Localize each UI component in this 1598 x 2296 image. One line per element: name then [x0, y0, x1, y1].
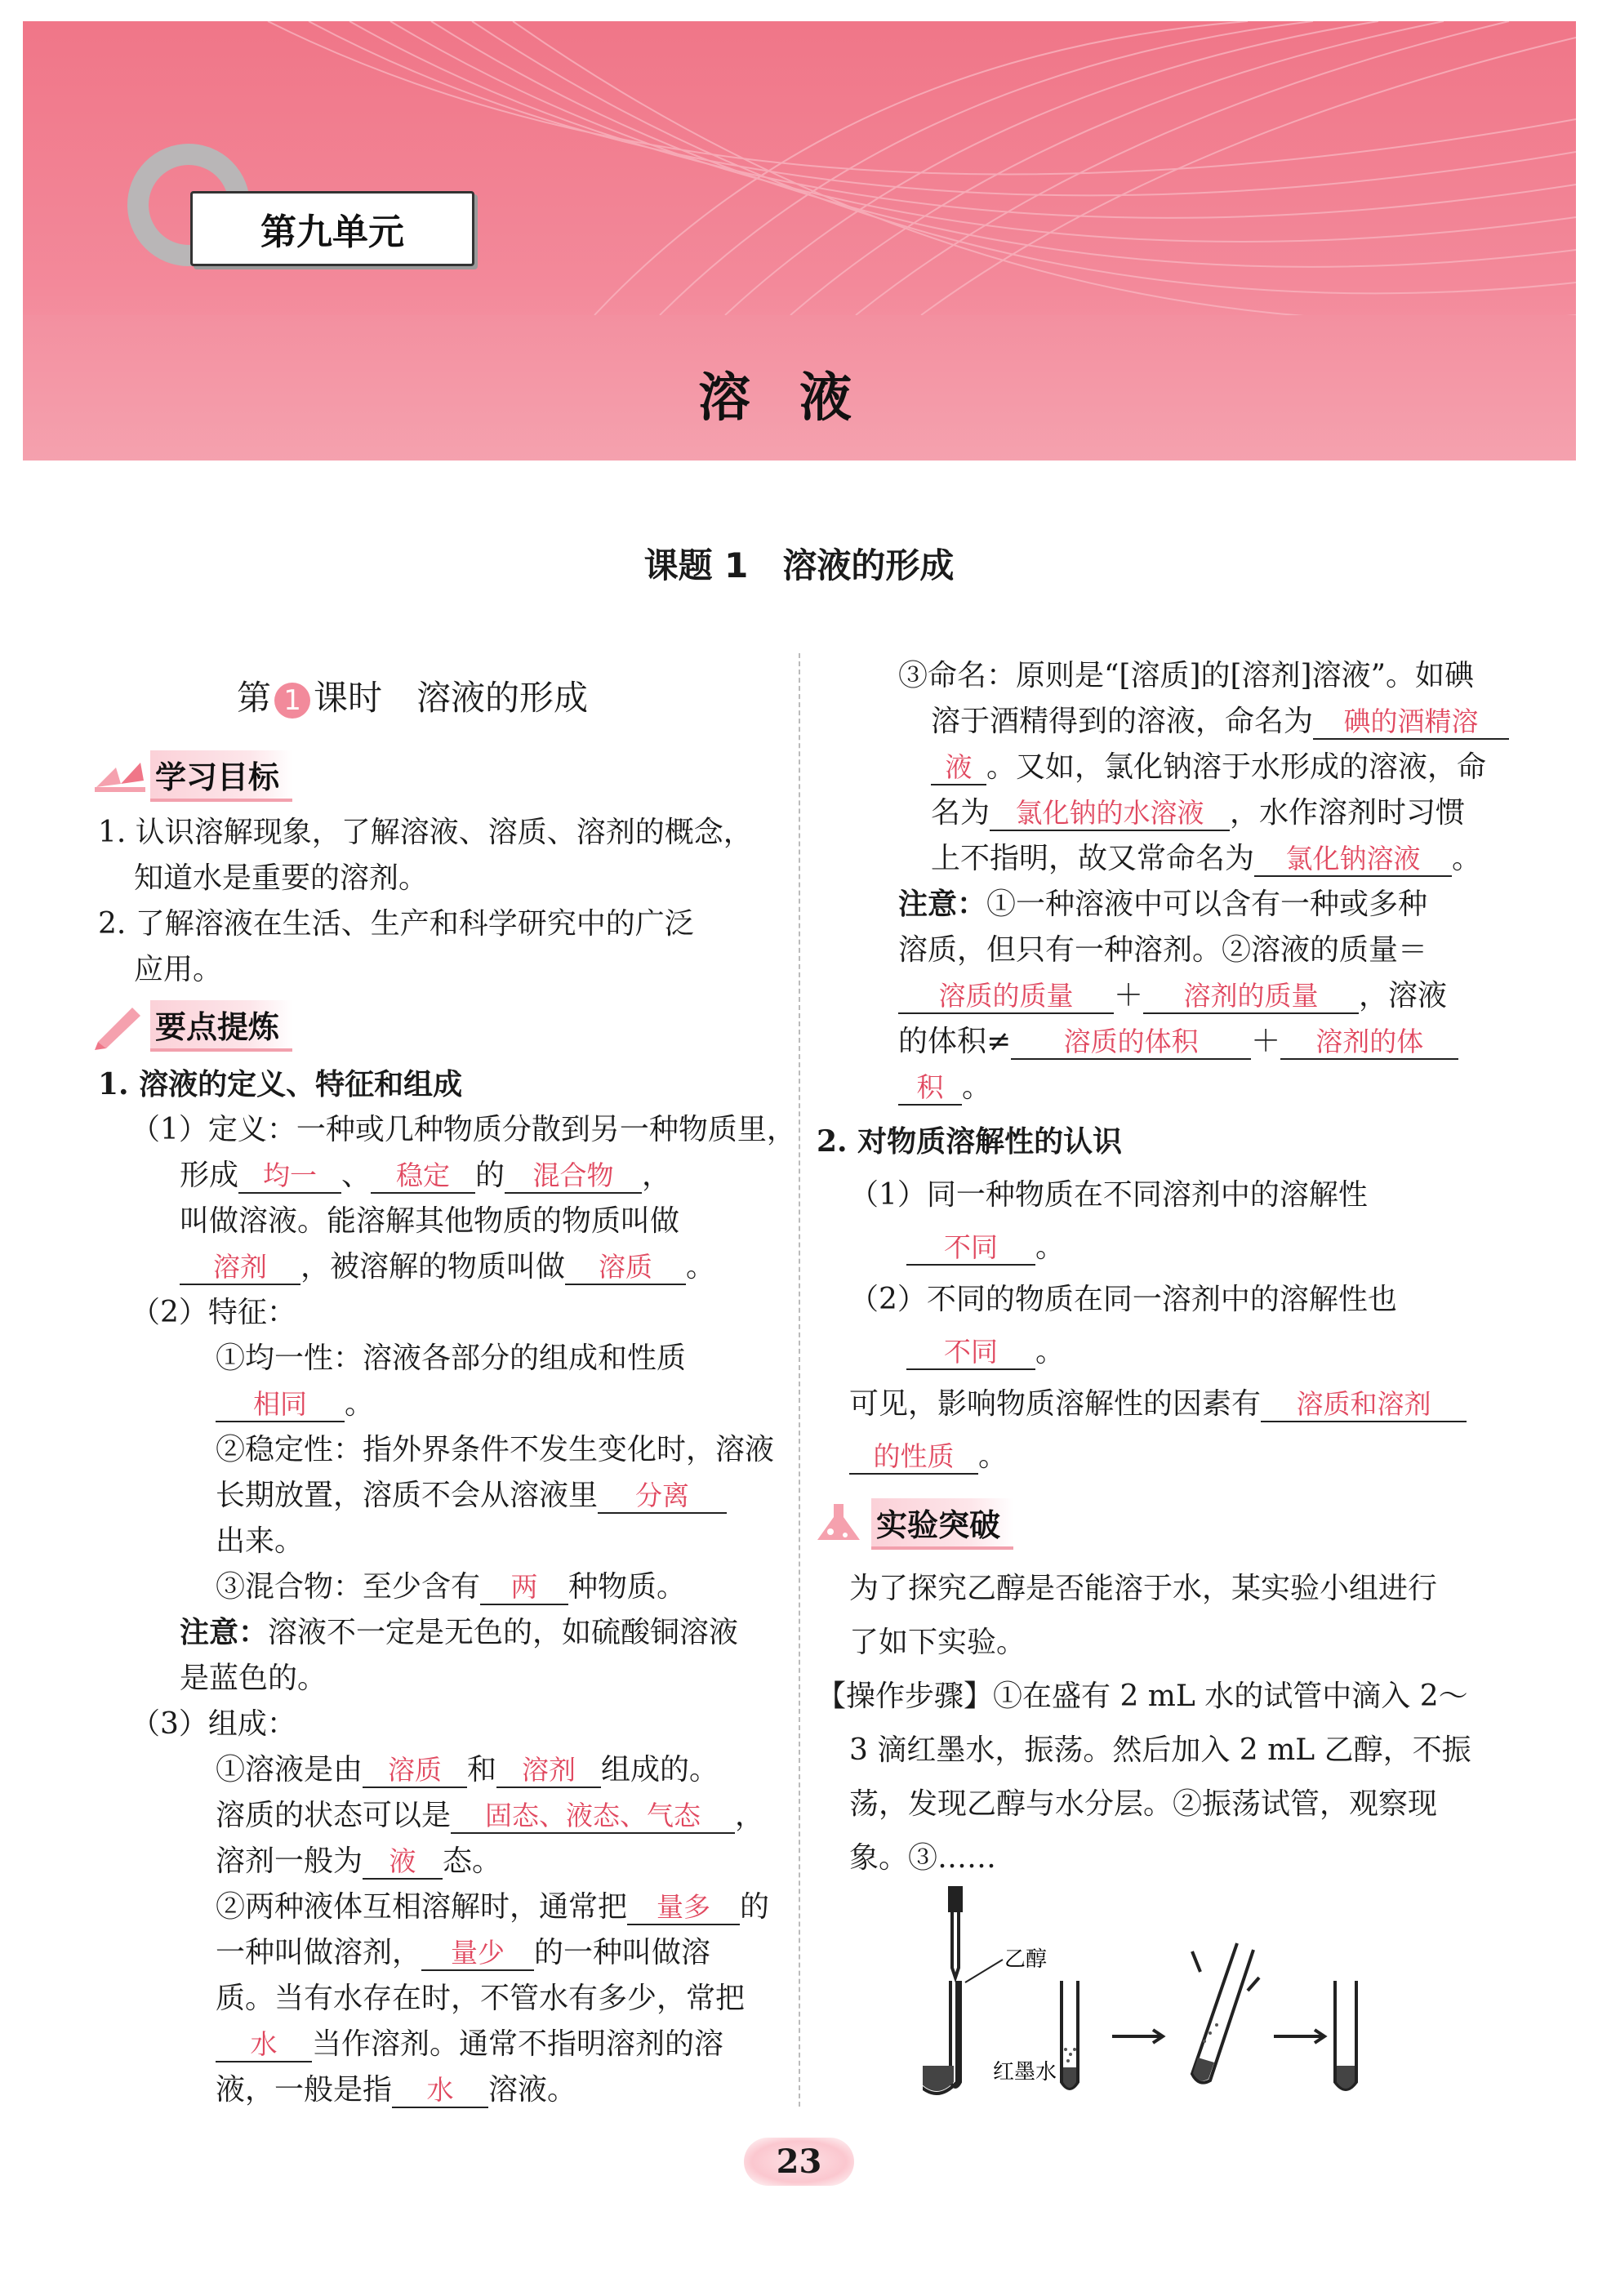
- flask-icon: [812, 1499, 871, 1548]
- answer-separate: 分离: [598, 1479, 727, 1514]
- page-number: [0, 2138, 1598, 2186]
- period-name: 溶液的形成: [416, 678, 589, 718]
- section-goals-label: 学习目标: [150, 750, 292, 802]
- text: 。: [1035, 1230, 1066, 1264]
- text: 溶液。: [488, 2073, 577, 2107]
- text: ①一种溶液中可以含有一种或多种: [986, 888, 1428, 921]
- answer-solvent-vol-1: 溶剂的体: [1280, 1026, 1458, 1060]
- text: 溶于酒精得到的溶液，命名为: [931, 705, 1314, 738]
- text: 。: [1035, 1335, 1066, 1368]
- answer-solute-2: 溶质: [363, 1754, 467, 1788]
- answer-solvent-vol-2: 积: [898, 1071, 962, 1106]
- kp-heading-2: 2. 对物质溶解性的认识: [817, 1124, 1123, 1159]
- note-label: 注意：: [180, 1616, 269, 1649]
- solubility-2: （2）不同的物质在同一溶剂中的溶解性也: [849, 1283, 1397, 1316]
- answer-less: 量少: [421, 1937, 534, 1971]
- answer-factor-2: 的性质: [849, 1440, 978, 1475]
- solubility-1b: [906, 1230, 1065, 1266]
- answer-water-2: 水: [392, 2074, 488, 2108]
- comp-6: 质。当有水存在时，不管水有多少，常把: [216, 1982, 746, 2015]
- exp-2: 了如下实验。: [849, 1626, 1026, 1659]
- period-number: 1: [274, 683, 310, 719]
- answer-different-2: 不同: [906, 1336, 1035, 1370]
- comp-2: [216, 1798, 764, 1834]
- answer-nacl: 氯化钠溶液: [1254, 843, 1452, 877]
- unit-badge: 第九单元: [190, 191, 474, 266]
- note-2c: [898, 978, 1447, 1014]
- feature-heading: （2）特征：: [131, 1296, 296, 1329]
- column-divider: [799, 653, 800, 2107]
- text: ，水作溶剂时习惯: [1230, 796, 1466, 830]
- goal-2b: 应用。: [134, 953, 223, 986]
- text: 。: [1452, 842, 1482, 875]
- text: 溶剂一般为: [216, 1844, 363, 1878]
- feature-3: [216, 1569, 686, 1605]
- note-2e: [898, 1070, 991, 1106]
- note-1: [180, 1615, 738, 1651]
- text: ②两种液体互相溶解时，通常把: [216, 1890, 628, 1924]
- answer-different-1: 不同: [906, 1231, 1035, 1266]
- text: 。: [962, 1070, 992, 1104]
- text: 。: [686, 1250, 716, 1284]
- text: 一种叫做溶剂，: [216, 1936, 422, 1969]
- text: 名为: [931, 796, 990, 830]
- answer-stable: 稳定: [371, 1159, 475, 1194]
- text: 态。: [443, 1844, 502, 1878]
- feature-2: ②稳定性：指外界条件不发生变化时，溶液: [216, 1433, 775, 1466]
- answer-solvent-1: 溶剂: [180, 1251, 300, 1285]
- answer-iodine-1: 碘的酒精溶: [1313, 705, 1509, 740]
- kp-heading-1: 1. 溶液的定义、特征和组成: [98, 1067, 463, 1101]
- answer-solvent-2: 溶剂: [496, 1754, 601, 1788]
- naming-3: [931, 750, 1486, 785]
- text: ③混合物：至少含有: [216, 1570, 481, 1604]
- period-prefix: 第: [237, 678, 272, 718]
- text: 。又如，氯化钠溶于水形成的溶液，命: [986, 750, 1487, 784]
- answer-more: 量多: [627, 1891, 740, 1925]
- solubility-3: [849, 1386, 1467, 1422]
- exp-5: 荡，发现乙醇与水分层。②振荡试管，观察现: [849, 1787, 1438, 1821]
- period-heading: [237, 671, 588, 720]
- section-experiment-label: 实验突破: [871, 1498, 1013, 1550]
- answer-factor-1: 溶质和溶剂: [1261, 1388, 1467, 1422]
- feature-1b: [216, 1386, 374, 1422]
- section-keypoints-label: 要点提炼: [150, 1000, 292, 1052]
- feature-1: ①均一性：溶液各部分的组成和性质: [216, 1342, 687, 1375]
- def-line-1: （1）定义：一种或几种物质分散到另一种物质里，: [131, 1113, 796, 1146]
- exp-1: 为了探究乙醇是否能溶于水，某实验小组进行: [849, 1572, 1438, 1605]
- answer-two: 两: [480, 1571, 568, 1605]
- def-line-3: 叫做溶液。能溶解其他物质的物质叫做: [180, 1204, 680, 1238]
- text: 溶质的状态可以是: [216, 1799, 452, 1832]
- text: 。: [345, 1387, 375, 1421]
- book-icon: [91, 751, 150, 800]
- comp-3: [216, 1844, 501, 1880]
- feature-2c: 出来。: [216, 1524, 305, 1558]
- text: ①溶液是由: [216, 1753, 363, 1787]
- feature-2b: [216, 1478, 727, 1514]
- def-line-4: [180, 1249, 715, 1285]
- exp-6: 象。③……: [849, 1841, 997, 1875]
- solubility-2b: [906, 1334, 1065, 1370]
- answer-same: 相同: [216, 1388, 345, 1422]
- pen-icon: [91, 1001, 150, 1050]
- banner-title: 溶液: [698, 367, 901, 429]
- text: 的体积≠: [898, 1025, 1012, 1058]
- text: 液，一般是指: [216, 2073, 393, 2107]
- comp-8: [216, 2072, 576, 2108]
- section-keypoints: [91, 1001, 292, 1050]
- comp-4: [216, 1889, 769, 1925]
- naming-5: [931, 841, 1481, 877]
- answer-solute-mass: 溶质的质量: [898, 980, 1114, 1014]
- text: ，: [735, 1799, 765, 1832]
- comp-5: [216, 1935, 710, 1971]
- goal-1b: 知道水是重要的溶剂。: [134, 861, 429, 895]
- period-suffix: 课时: [314, 678, 383, 718]
- lesson-title: 课题 1 溶液的形成: [643, 545, 955, 585]
- text: 可见，影响物质溶解性的因素有: [849, 1387, 1262, 1421]
- text: 形成: [180, 1159, 239, 1192]
- answer-mixture: 混合物: [505, 1159, 642, 1194]
- exp-3: 【操作步骤】①在盛有 2 mL 水的试管中滴入 2～: [817, 1680, 1468, 1713]
- goal-2a: 2. 了解溶液在生活、生产和科学研究中的广泛: [98, 907, 694, 941]
- experiment-diagram: [923, 1886, 1380, 2110]
- naming-1: ③命名：原则是“[溶质]的[溶剂]溶液”。如碘: [898, 659, 1474, 692]
- answer-solute-vol: 溶质的体积: [1011, 1026, 1251, 1060]
- answer-nacl-water: 氯化钠的水溶液: [990, 797, 1230, 831]
- exp-4: 3 滴红墨水，振荡。然后加入 2 mL 乙醇，不振: [849, 1733, 1471, 1767]
- text: 、: [341, 1159, 372, 1192]
- answer-uniform: 均一: [238, 1159, 341, 1194]
- section-experiment: [812, 1499, 1013, 1548]
- test-tube-diagram: [923, 1886, 1380, 2107]
- unit-banner: [23, 21, 1576, 461]
- text: 的: [475, 1159, 505, 1192]
- label-ethanol: 乙醇: [1004, 1947, 1048, 1972]
- text: 组成的。: [601, 1753, 719, 1787]
- text: 上不指明，故又常命名为: [931, 842, 1255, 875]
- answer-water-1: 水: [216, 2028, 312, 2062]
- comp-1: [216, 1752, 719, 1788]
- note-2d: [898, 1024, 1458, 1060]
- text: ，被溶解的物质叫做: [300, 1250, 566, 1284]
- text: ，溶液: [1359, 979, 1448, 1012]
- text: 当作溶剂。通常不指明溶剂的溶: [312, 2027, 724, 2061]
- answer-states: 固态、液态、气态: [451, 1800, 735, 1834]
- text: 的一种叫做溶: [534, 1936, 711, 1969]
- naming-2: [931, 704, 1509, 740]
- label-red-ink: 红墨水: [993, 2060, 1057, 2085]
- note-2b: 溶质，但只有一种溶剂。②溶液的质量＝: [898, 933, 1428, 967]
- answer-solute-1: 溶质: [565, 1251, 686, 1285]
- note-label: 注意：: [898, 888, 987, 921]
- text: 和: [467, 1753, 497, 1787]
- text: 种物质。: [568, 1570, 687, 1604]
- solubility-3b: [849, 1439, 1008, 1475]
- goal-1a: 1. 认识溶解现象，了解溶液、溶质、溶剂的概念，: [98, 816, 753, 849]
- solubility-1: （1）同一种物质在不同溶剂中的溶解性: [849, 1178, 1368, 1212]
- composition-heading: （3）组成：: [131, 1707, 296, 1741]
- def-line-2: [180, 1158, 671, 1194]
- text: 的: [740, 1890, 770, 1924]
- text: ＋: [1251, 1025, 1281, 1058]
- text: 长期放置，溶质不会从溶液里: [216, 1479, 599, 1512]
- comp-7: [216, 2027, 723, 2062]
- text: ＋: [1114, 979, 1144, 1012]
- naming-4: [931, 795, 1465, 831]
- section-goals: [91, 751, 292, 800]
- note-2: [898, 887, 1427, 923]
- text: 溶液不一定是无色的，如硫酸铜溶液: [268, 1616, 739, 1649]
- answer-liquid: 液: [363, 1845, 443, 1880]
- note-1b: 是蓝色的。: [180, 1662, 327, 1695]
- answer-iodine-2: 液: [931, 751, 986, 785]
- text: 。: [978, 1439, 1008, 1473]
- page-number-text: 23: [744, 2138, 855, 2186]
- text: ，: [642, 1159, 672, 1192]
- answer-solvent-mass: 溶剂的质量: [1143, 980, 1359, 1014]
